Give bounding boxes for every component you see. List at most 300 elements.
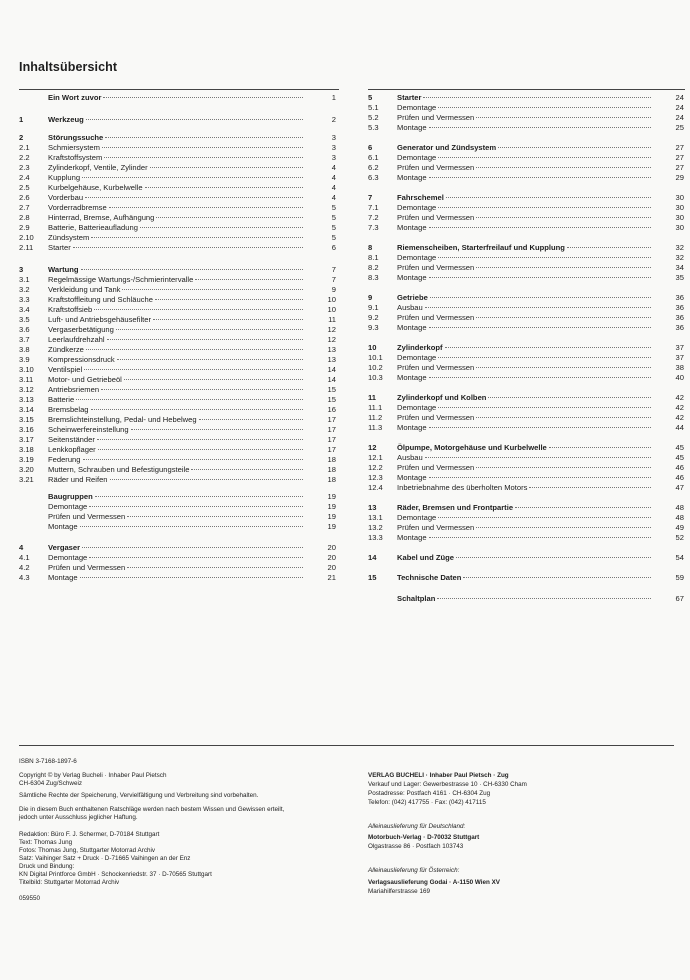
toc-entry bbox=[19, 502, 336, 512]
toc-entry-label bbox=[48, 163, 306, 173]
toc-entry-page: 20 bbox=[327, 543, 336, 552]
toc-entry-text: Generator und Zündsystem bbox=[397, 143, 497, 152]
toc-entry-page: 46 bbox=[675, 463, 684, 472]
toc-entry-label bbox=[48, 365, 306, 375]
toc-entry bbox=[368, 203, 684, 213]
toc-entry-label bbox=[397, 213, 654, 223]
dot-leader bbox=[437, 598, 651, 599]
toc-entry-label bbox=[48, 265, 306, 275]
toc-entry bbox=[368, 594, 684, 604]
toc-entry bbox=[368, 513, 684, 523]
toc-entry-label bbox=[48, 425, 306, 435]
toc-entry-text: Starter bbox=[397, 93, 422, 102]
toc-entry-text: Prüfen und Vermessen bbox=[397, 523, 475, 532]
toc-entry-number: 3.5 bbox=[19, 315, 30, 324]
dot-leader bbox=[156, 217, 303, 218]
toc-entry bbox=[19, 265, 336, 275]
dot-leader bbox=[429, 327, 651, 328]
toc-entry-number: 9.3 bbox=[368, 323, 379, 332]
toc-entry bbox=[19, 143, 336, 153]
toc-entry-number: 14 bbox=[368, 553, 377, 562]
dot-leader bbox=[127, 516, 303, 517]
dot-leader bbox=[430, 297, 651, 298]
toc-entry-number: 9.1 bbox=[368, 303, 379, 312]
toc-entry-text: Zylinderkopf und Kolben bbox=[397, 393, 487, 402]
toc-entry-label bbox=[48, 385, 306, 395]
dot-leader bbox=[104, 157, 303, 158]
toc-entry-page: 48 bbox=[675, 513, 684, 522]
dot-leader bbox=[529, 487, 651, 488]
copyright-line: Copyright © by Verlag Bucheli · Inhaber Paul Pietsch bbox=[19, 772, 167, 779]
dot-leader bbox=[84, 369, 303, 370]
toc-entry-text: Montage bbox=[48, 522, 78, 531]
toc-entry bbox=[368, 363, 684, 373]
toc-entry bbox=[368, 323, 684, 333]
dot-leader bbox=[425, 457, 651, 458]
toc-entry-text: Prüfen und Vermessen bbox=[397, 213, 475, 222]
dot-leader bbox=[429, 227, 651, 228]
toc-entry-label bbox=[48, 153, 306, 163]
toc-entry-page: 40 bbox=[675, 373, 684, 382]
toc-entry bbox=[19, 133, 336, 143]
toc-entry-text: Zylinderkopf, Ventile, Zylinder bbox=[48, 163, 148, 172]
toc-entry bbox=[368, 193, 684, 203]
toc-entry-number: 11.1 bbox=[368, 403, 383, 412]
toc-entry bbox=[19, 455, 336, 465]
header-rule-left bbox=[19, 89, 339, 90]
toc-entry-label bbox=[397, 113, 654, 123]
toc-entry bbox=[19, 573, 336, 583]
toc-entry-page: 15 bbox=[327, 385, 336, 394]
toc-entry-page: 32 bbox=[675, 253, 684, 262]
toc-entry bbox=[19, 243, 336, 253]
dot-leader bbox=[102, 147, 303, 148]
toc-entry bbox=[19, 435, 336, 445]
toc-entry-number: 7.2 bbox=[368, 213, 379, 222]
dot-leader bbox=[445, 347, 651, 348]
toc-entry bbox=[19, 405, 336, 415]
toc-entry-text: Prüfen und Vermessen bbox=[48, 563, 126, 572]
toc-entry-text: Leerlaufdrehzahl bbox=[48, 335, 105, 344]
toc-entry-label bbox=[48, 203, 306, 213]
toc-entry-label bbox=[397, 363, 654, 373]
toc-entry-label bbox=[48, 465, 306, 475]
toc-entry-text: Scheinwerfereinstellung bbox=[48, 425, 129, 434]
dot-leader bbox=[438, 107, 651, 108]
toc-entry-page: 5 bbox=[331, 233, 336, 242]
toc-entry-page: 27 bbox=[675, 143, 684, 152]
toc-entry-text: Lenkkopflager bbox=[48, 445, 96, 454]
toc-entry-text: Bremslichteinstellung, Pedal- und Hebelweg bbox=[48, 415, 197, 424]
toc-entry-page: 7 bbox=[331, 275, 336, 284]
toc-entry bbox=[368, 153, 684, 163]
toc-entry bbox=[19, 553, 336, 563]
toc-entry-text: Wartung bbox=[48, 265, 79, 274]
toc-entry bbox=[19, 543, 336, 553]
toc-entry-label bbox=[397, 93, 654, 103]
toc-entry bbox=[368, 343, 684, 353]
dot-leader bbox=[476, 167, 651, 168]
toc-entry-text: Federung bbox=[48, 455, 81, 464]
toc-entry-number: 13 bbox=[368, 503, 377, 512]
toc-entry-page: 19 bbox=[327, 522, 336, 531]
toc-entry-page: 12 bbox=[327, 335, 336, 344]
toc-entry-label bbox=[397, 273, 654, 283]
dot-leader bbox=[429, 127, 651, 128]
toc-entry-text: Ausbau bbox=[397, 303, 423, 312]
toc-entry-text: Montage bbox=[397, 373, 427, 382]
dot-leader bbox=[463, 577, 651, 578]
dot-leader bbox=[81, 269, 303, 270]
toc-entry bbox=[19, 385, 336, 395]
toc-entry-page: 45 bbox=[675, 453, 684, 462]
toc-entry-number: 4.2 bbox=[19, 563, 30, 572]
toc-entry bbox=[368, 403, 684, 413]
dot-leader bbox=[107, 339, 303, 340]
distribution-at-heading: Alleinauslieferung für Österreich: bbox=[368, 867, 460, 874]
dot-leader bbox=[95, 496, 303, 497]
toc-entry-page: 34 bbox=[675, 263, 684, 272]
toc-entry-number: 3.21 bbox=[19, 475, 34, 484]
toc-entry-label bbox=[397, 103, 654, 113]
toc-entry-page: 36 bbox=[675, 323, 684, 332]
toc-entry-number: 3.17 bbox=[19, 435, 34, 444]
toc-entry-number: 3.2 bbox=[19, 285, 30, 294]
dot-leader bbox=[476, 467, 651, 468]
dot-leader bbox=[94, 309, 303, 310]
toc-entry-text: Seitenständer bbox=[48, 435, 95, 444]
dot-leader bbox=[117, 359, 303, 360]
toc-entry-number: 2 bbox=[19, 133, 24, 142]
toc-entry-text: Kraftstoffsystem bbox=[48, 153, 103, 162]
toc-entry-label bbox=[397, 483, 654, 493]
dot-leader bbox=[82, 547, 303, 548]
toc-entry-text: Ölpumpe, Motorgehäuse und Kurbelwelle bbox=[397, 443, 547, 452]
toc-entry-page: 29 bbox=[675, 173, 684, 182]
toc-entry-number: 2.5 bbox=[19, 183, 30, 192]
toc-entry-number: 3.7 bbox=[19, 335, 30, 344]
toc-entry-label bbox=[397, 243, 654, 253]
toc-entry-number: 3.13 bbox=[19, 395, 34, 404]
toc-entry-text: Zündsystem bbox=[48, 233, 90, 242]
toc-entry-text: Luft- und Antriebsgehäusefilter bbox=[48, 315, 152, 324]
credit-line: Redaktion: Büro F. J. Schermer, D-70184 Stuttgart bbox=[19, 831, 160, 838]
toc-entry-number: 4.1 bbox=[19, 553, 30, 562]
toc-entry-page: 45 bbox=[675, 443, 684, 452]
toc-entry-page: 27 bbox=[675, 153, 684, 162]
toc-entry-page: 30 bbox=[675, 203, 684, 212]
toc-entry-label bbox=[397, 403, 654, 413]
toc-entry bbox=[368, 293, 684, 303]
toc-entry-page: 4 bbox=[331, 193, 336, 202]
toc-entry-number: 2.7 bbox=[19, 203, 30, 212]
dot-leader bbox=[446, 197, 651, 198]
toc-entry-page: 4 bbox=[331, 173, 336, 182]
toc-entry-number: 2.8 bbox=[19, 213, 30, 222]
toc-entry bbox=[368, 453, 684, 463]
toc-entry-text: Montage bbox=[397, 173, 427, 182]
toc-entry-text: Getriebe bbox=[397, 293, 428, 302]
toc-entry bbox=[368, 223, 684, 233]
dot-leader bbox=[86, 119, 303, 120]
toc-entry bbox=[368, 273, 684, 283]
toc-entry-text: Demontage bbox=[397, 253, 437, 262]
print-code: 059550 bbox=[19, 895, 41, 902]
toc-entry bbox=[19, 522, 336, 532]
toc-entry bbox=[19, 375, 336, 385]
dot-leader bbox=[150, 167, 303, 168]
dot-leader bbox=[438, 407, 651, 408]
toc-entry-text: Kupplung bbox=[48, 173, 81, 182]
toc-entry-text: Prüfen und Vermessen bbox=[48, 512, 126, 521]
toc-entry-text: Demontage bbox=[48, 553, 88, 562]
toc-entry bbox=[19, 335, 336, 345]
credit-line: Druck und Bindung: bbox=[19, 863, 75, 870]
toc-entry-page: 6 bbox=[331, 243, 336, 252]
toc-entry bbox=[19, 183, 336, 193]
toc-entry-text: Schmiersystem bbox=[48, 143, 100, 152]
toc-entry-number: 10.1 bbox=[368, 353, 383, 362]
toc-entry bbox=[19, 295, 336, 305]
toc-entry-number: 7.3 bbox=[368, 223, 379, 232]
toc-entry-label bbox=[48, 573, 306, 583]
toc-entry-page: 25 bbox=[675, 123, 684, 132]
toc-entry bbox=[19, 285, 336, 295]
toc-entry-number: 3.3 bbox=[19, 295, 30, 304]
toc-entry-page: 36 bbox=[675, 303, 684, 312]
toc-entry bbox=[368, 313, 684, 323]
toc-entry-text: Werkzeug bbox=[48, 115, 84, 124]
toc-entry bbox=[19, 425, 336, 435]
dot-leader bbox=[199, 419, 303, 420]
toc-entry-label bbox=[397, 303, 654, 313]
dot-leader bbox=[91, 237, 303, 238]
toc-entry-text: Räder und Reifen bbox=[48, 475, 108, 484]
toc-entry bbox=[19, 465, 336, 475]
dot-leader bbox=[85, 197, 303, 198]
toc-entry-number: 2.1 bbox=[19, 143, 30, 152]
toc-entry-page: 18 bbox=[327, 475, 336, 484]
toc-entry-text: Montage bbox=[397, 123, 427, 132]
toc-entry bbox=[368, 163, 684, 173]
toc-entry bbox=[19, 345, 336, 355]
toc-entry-label bbox=[397, 253, 654, 263]
toc-entry-number: 3.16 bbox=[19, 425, 34, 434]
dot-leader bbox=[549, 447, 651, 448]
toc-entry bbox=[19, 395, 336, 405]
toc-entry bbox=[19, 233, 336, 243]
toc-entry-page: 54 bbox=[675, 553, 684, 562]
toc-entry-page: 11 bbox=[328, 315, 336, 324]
toc-entry-page: 12 bbox=[327, 325, 336, 334]
toc-entry-label bbox=[48, 183, 306, 193]
toc-entry-label bbox=[397, 193, 654, 203]
toc-entry-page: 47 bbox=[675, 483, 684, 492]
toc-entry-text: Riemenscheiben, Starterfreilauf und Kupplung bbox=[397, 243, 565, 252]
toc-entry-page: 67 bbox=[675, 594, 684, 603]
toc-entry bbox=[19, 153, 336, 163]
toc-entry bbox=[368, 423, 684, 433]
dot-leader bbox=[73, 247, 303, 248]
toc-entry bbox=[368, 483, 684, 493]
dot-leader bbox=[86, 349, 303, 350]
toc-entry-label bbox=[48, 395, 306, 405]
toc-entry-page: 21 bbox=[327, 573, 336, 582]
toc-entry-label bbox=[397, 553, 654, 563]
toc-entry-number: 2.6 bbox=[19, 193, 30, 202]
toc-entry-number: 5.2 bbox=[368, 113, 379, 122]
dot-leader bbox=[476, 417, 651, 418]
distribution-de-address: Olgastrasse 86 · Postfach 103743 bbox=[368, 843, 464, 850]
toc-entry-text: Montage bbox=[48, 573, 78, 582]
toc-entry-label bbox=[48, 563, 306, 573]
distribution-at-address: Mariahilferstrasse 169 bbox=[368, 888, 430, 895]
toc-entry-text: Batterie, Batterieaufladung bbox=[48, 223, 138, 232]
toc-entry-label bbox=[397, 293, 654, 303]
toc-entry bbox=[368, 263, 684, 273]
toc-entry-number: 3.11 bbox=[19, 375, 34, 384]
toc-entry-text: Inbetriebnahme des überholten Motors bbox=[397, 483, 528, 492]
toc-entry-page: 19 bbox=[327, 492, 336, 501]
toc-entry-text: Demontage bbox=[397, 153, 437, 162]
toc-entry-page: 4 bbox=[331, 163, 336, 172]
isbn: ISBN 3-7168-1897-6 bbox=[19, 758, 77, 765]
toc-entry bbox=[19, 203, 336, 213]
toc-entry-text: Montage bbox=[397, 223, 427, 232]
toc-entry-number: 2.2 bbox=[19, 153, 30, 162]
toc-entry-number: 3.20 bbox=[19, 465, 34, 474]
toc-entry-label bbox=[48, 315, 306, 325]
toc-entry-text: Prüfen und Vermessen bbox=[397, 263, 475, 272]
toc-entry-text: Kompressionsdruck bbox=[48, 355, 115, 364]
toc-entry bbox=[368, 373, 684, 383]
toc-entry-number: 3.9 bbox=[19, 355, 30, 364]
toc-entry-page: 49 bbox=[675, 523, 684, 532]
toc-entry bbox=[368, 463, 684, 473]
toc-entry-text: Prüfen und Vermessen bbox=[397, 413, 475, 422]
toc-entry-label bbox=[397, 423, 654, 433]
toc-entry-text: Ein Wort zuvor bbox=[48, 93, 102, 102]
toc-entry-page: 18 bbox=[327, 465, 336, 474]
toc-entry-label bbox=[397, 173, 654, 183]
toc-entry-page: 32 bbox=[675, 243, 684, 252]
toc-entry-page: 24 bbox=[675, 113, 684, 122]
dot-leader bbox=[476, 267, 651, 268]
toc-entry bbox=[19, 563, 336, 573]
credit-line: Text: Thomas Jung bbox=[19, 839, 73, 846]
toc-entry bbox=[368, 123, 684, 133]
toc-entry-label bbox=[397, 373, 654, 383]
toc-entry-text: Starter bbox=[48, 243, 71, 252]
dot-leader bbox=[105, 137, 303, 138]
toc-entry-number: 1 bbox=[19, 115, 24, 124]
toc-entry-text: Vergaserbetätigung bbox=[48, 325, 114, 334]
toc-entry-label bbox=[397, 313, 654, 323]
dot-leader bbox=[82, 177, 303, 178]
toc-entry-page: 42 bbox=[675, 413, 684, 422]
toc-entry bbox=[368, 303, 684, 313]
dot-leader bbox=[429, 277, 651, 278]
toc-entry-label bbox=[48, 502, 306, 512]
toc-entry-number: 2.10 bbox=[19, 233, 34, 242]
toc-entry-number: 3.15 bbox=[19, 415, 34, 424]
toc-entry-label bbox=[397, 153, 654, 163]
toc-entry bbox=[19, 213, 336, 223]
toc-entry-page: 59 bbox=[675, 573, 684, 582]
toc-entry-label bbox=[397, 443, 654, 453]
toc-entry-label bbox=[397, 223, 654, 233]
toc-entry-label bbox=[48, 285, 306, 295]
toc-entry-label bbox=[48, 405, 306, 415]
distribution-de-name: Motorbuch-Verlag · D-70032 Stuttgart bbox=[368, 834, 480, 841]
toc-entry-text: Prüfen und Vermessen bbox=[397, 363, 475, 372]
toc-entry-page: 36 bbox=[675, 293, 684, 302]
toc-entry-page: 24 bbox=[675, 93, 684, 102]
toc-entry-number: 3.6 bbox=[19, 325, 30, 334]
toc-entry bbox=[19, 355, 336, 365]
dot-leader bbox=[140, 227, 303, 228]
dot-leader bbox=[425, 307, 651, 308]
dot-leader bbox=[429, 537, 651, 538]
toc-entry bbox=[19, 475, 336, 485]
toc-entry-page: 4 bbox=[331, 183, 336, 192]
toc-entry-label bbox=[397, 343, 654, 353]
toc-entry-page: 24 bbox=[675, 103, 684, 112]
toc-entry-label bbox=[397, 263, 654, 273]
toc-entry-label bbox=[48, 243, 306, 253]
toc-entry-page: 19 bbox=[327, 512, 336, 521]
toc-entry-page: 46 bbox=[675, 473, 684, 482]
toc-entry-number: 12 bbox=[368, 443, 377, 452]
toc-entry-page: 17 bbox=[327, 435, 336, 444]
toc-entry bbox=[19, 325, 336, 335]
toc-entry bbox=[19, 223, 336, 233]
dot-leader bbox=[195, 279, 303, 280]
dot-leader bbox=[153, 319, 303, 320]
toc-entry-number: 2.11 bbox=[19, 243, 34, 252]
toc-entry-text: Kurbelgehäuse, Kurbelwelle bbox=[48, 183, 143, 192]
toc-entry-number: 8.3 bbox=[368, 273, 379, 282]
toc-entry-text: Demontage bbox=[48, 502, 88, 511]
toc-entry-label bbox=[397, 523, 654, 533]
publisher-phone: Telefon: (042) 417755 · Fax: (042) 417115 bbox=[368, 799, 486, 806]
toc-entry-text: Zündkerze bbox=[48, 345, 84, 354]
dot-leader bbox=[438, 517, 651, 518]
toc-entry-number: 12.1 bbox=[368, 453, 383, 462]
dot-leader bbox=[423, 97, 651, 98]
toc-entry bbox=[19, 415, 336, 425]
toc-entry-text: Vorderradbremse bbox=[48, 203, 107, 212]
toc-entry bbox=[19, 512, 336, 522]
toc-entry bbox=[19, 365, 336, 375]
toc-entry-text: Verkleidung und Tank bbox=[48, 285, 121, 294]
toc-entry-page: 13 bbox=[327, 345, 336, 354]
toc-entry-text: Ventilspiel bbox=[48, 365, 83, 374]
toc-entry-number: 4.3 bbox=[19, 573, 30, 582]
toc-entry-number: 5.1 bbox=[368, 103, 379, 112]
toc-entry-label bbox=[397, 413, 654, 423]
toc-entry-number: 12.4 bbox=[368, 483, 383, 492]
toc-entry-label bbox=[48, 435, 306, 445]
toc-entry-label bbox=[397, 453, 654, 463]
dot-leader bbox=[89, 506, 303, 507]
toc-entry-number: 8.2 bbox=[368, 263, 379, 272]
toc-entry-text: Baugruppen bbox=[48, 492, 93, 501]
toc-entry-label bbox=[48, 335, 306, 345]
toc-entry bbox=[368, 393, 684, 403]
toc-entry-number: 6.3 bbox=[368, 173, 379, 182]
toc-entry-text: Prüfen und Vermessen bbox=[397, 113, 475, 122]
